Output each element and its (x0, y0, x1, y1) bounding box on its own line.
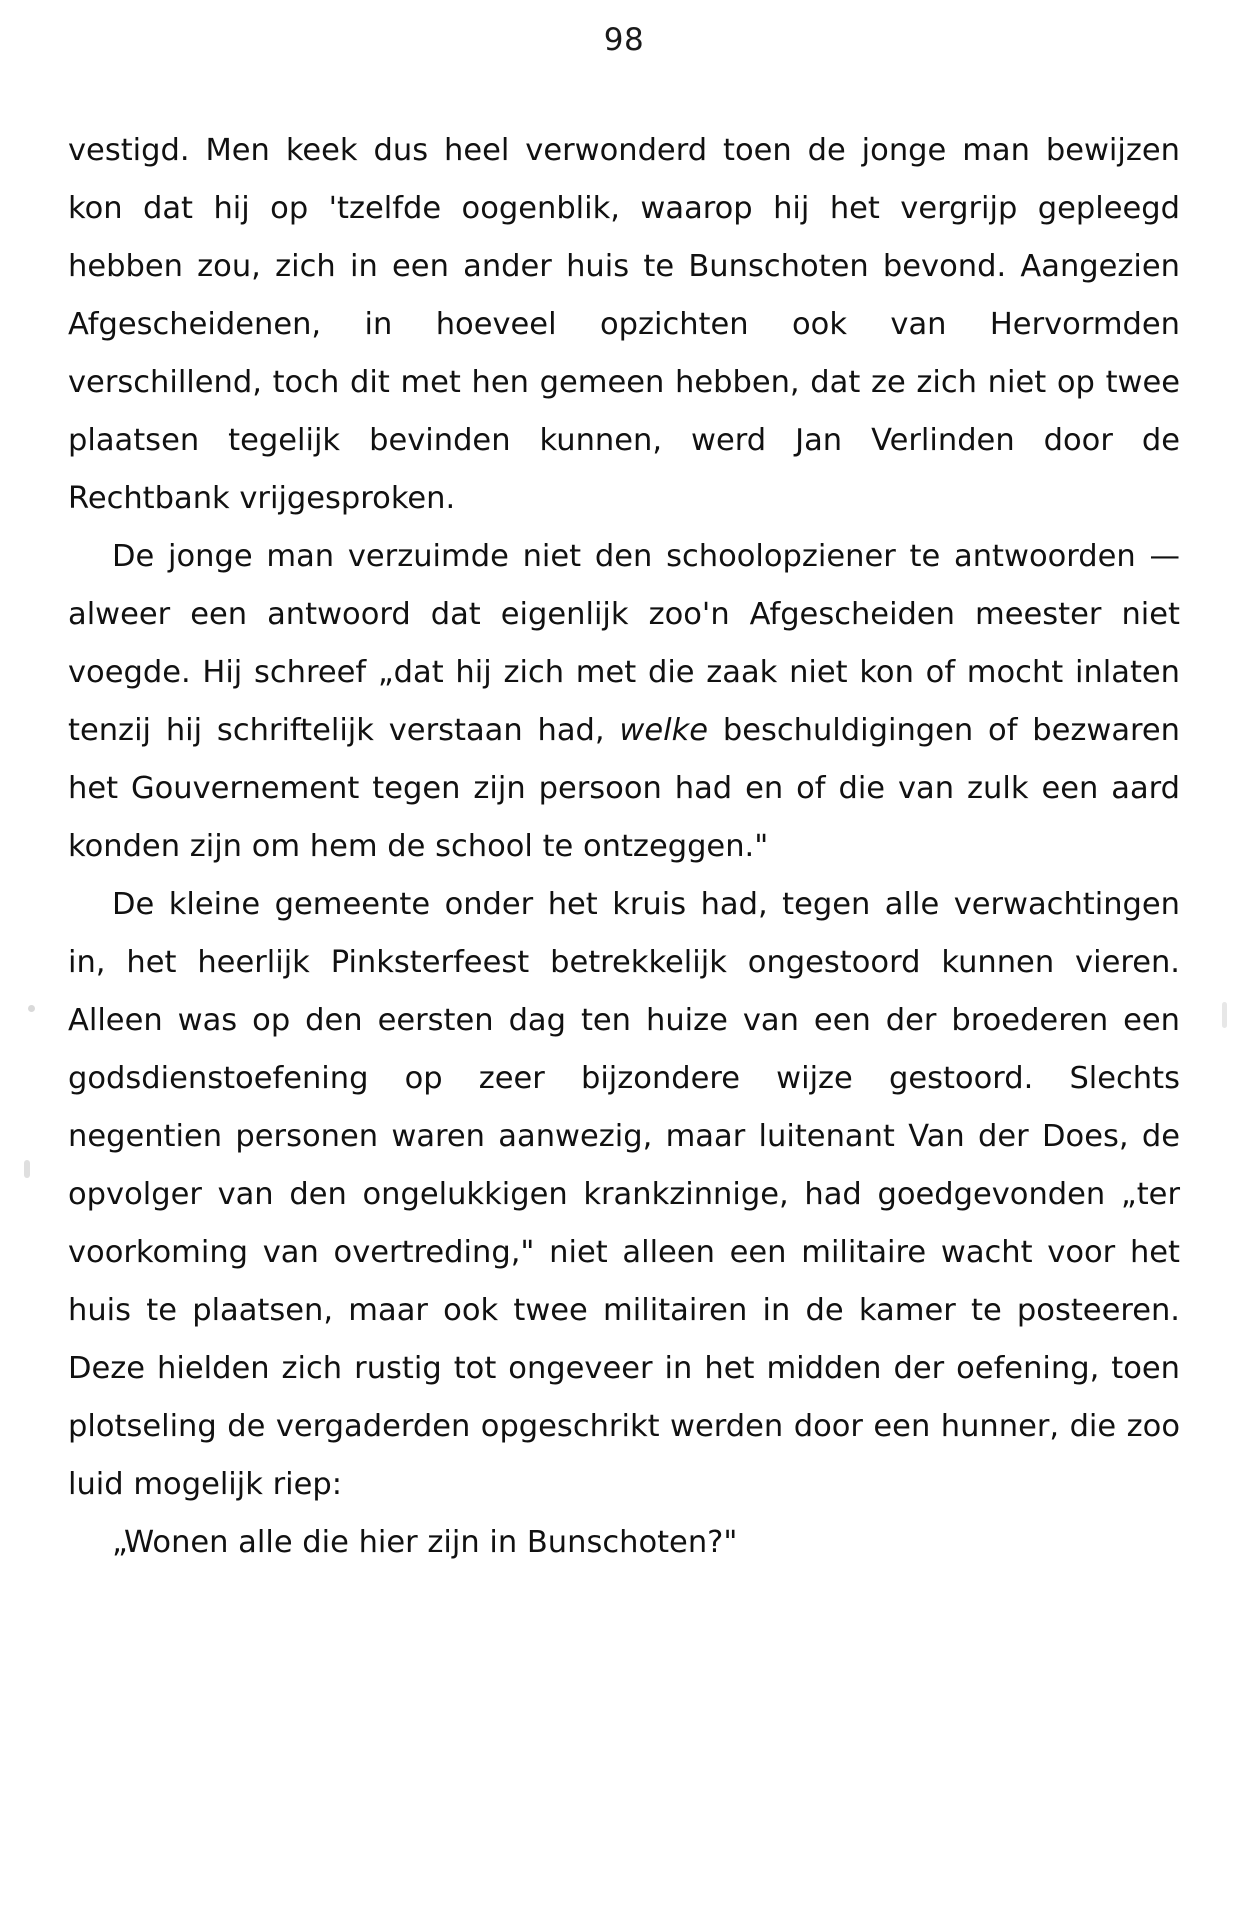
paragraph-2-italic-word: welke (619, 713, 709, 748)
page-number: 98 (603, 22, 645, 58)
paragraph-4: „Wonen alle die hier zijn in Bunschoten?" (112, 1525, 738, 1560)
paragraph-1: vestigd. Men keek dus heel verwonderd toen de jonge man bewijzen kon dat hij op 'tzelfde oogenblik, waarop hij het vergrijp gepleegd hebben zou, zich in een ander huis te Bunschoten bevond. Aangezien Afgescheidenen, in hoeveel opzichten ook van Hervormden verschillend, toch dit met hen gemeen hebben, dat ze zich niet op twee plaatsen tegelijk bevinden kunnen, werd Jan Verlinden door de Rechtbank vrijgesproken. (68, 133, 1180, 516)
paragraph-2 (68, 528, 1180, 876)
scan-speck-icon (28, 1005, 35, 1012)
scan-edge-mark-icon (1222, 1002, 1227, 1028)
paragraph-3: De kleine gemeente onder het kruis had, tegen alle verwachtingen in, het heerlijk Pinksterfeest betrekkelijk ongestoord kunnen vieren. Alleen was op den eersten dag ten huize van een der broederen een godsdienstoefening op zeer bijzondere wijze gestoord. Slechts negentien personen waren aanwezig, maar luitenant Van der Does, de opvolger van den ongelukkigen krankzinnige, had goedgevonden „ter voorkoming van overtreding," niet alleen een militaire wacht voor het huis te plaatsen, maar ook twee militairen in de kamer te posteeren. Deze hielden zich rustig tot ongeveer in het midden der oefening, toen plotseling de vergaderden opgeschrikt werden door een hunner, die zoo luid mogelijk riep: (68, 887, 1180, 1502)
scan-mark-icon (24, 1160, 30, 1178)
page-body-text (68, 122, 1180, 1572)
paragraph-2-part-before-italic: De jonge man verzuimde niet den schoolopziener te antwoorden — alweer een antwoord dat eigenlijk zoo'n Afgescheiden meester niet voegde. Hij schreef „dat hij zich met die zaak niet kon of mocht inlaten tenzij hij schriftelijk verstaan had, (68, 539, 1180, 748)
paragraph-2-part-after-italic: beschuldigingen of bezwaren het Gouvernement tegen zijn persoon had en of die van zulk een aard konden zijn om hem de school te ontzeggen." (68, 713, 1180, 864)
